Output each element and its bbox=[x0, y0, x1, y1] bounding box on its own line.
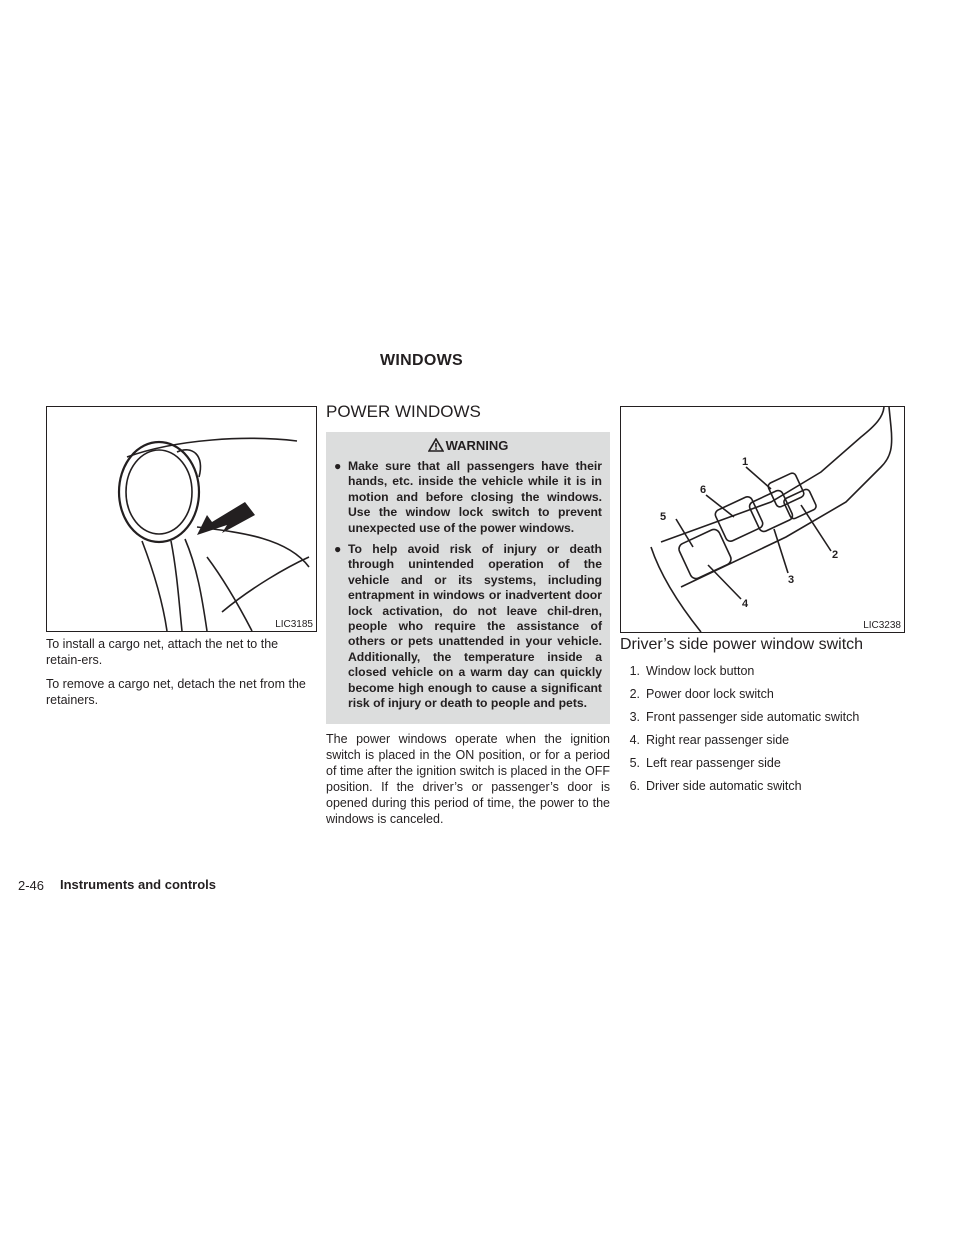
window-switch-illustration bbox=[621, 407, 904, 632]
callout-6: 6 bbox=[700, 484, 707, 496]
figure-label: LIC3238 bbox=[859, 619, 904, 632]
arrow-icon bbox=[197, 502, 255, 535]
list-item: 3. Front passenger side automatic switch bbox=[629, 710, 860, 724]
warning-box bbox=[326, 432, 610, 724]
middle-column bbox=[326, 402, 610, 835]
switch-parts-list bbox=[620, 663, 910, 794]
list-item: 1. Window lock button bbox=[629, 664, 755, 678]
paragraph: The power windows operate when the ignition switch is placed in the ON position, or for a period of time after the ignition switch is placed in the OFF position. If the driver’s or passenger’s door is opened during this period of time, the power to the windows is canceled. bbox=[326, 731, 610, 826]
warning-list bbox=[326, 459, 610, 724]
warning-text: To help avoid risk of injury or death through unintended operation of the vehicle and or its systems, including entrapment in windows or inadvertent door lock activation, do not leave chil-dren, people who require the assistance of others or pets unattended in your vehicle. Additionally, the temperature inside a closed vehicle on a warm day can quickly become high enough to cause a significant risk of injury or death to people and pets. bbox=[348, 542, 602, 711]
paragraph: To remove a cargo net, detach the net from the retainers. bbox=[46, 677, 306, 707]
right-text bbox=[620, 636, 910, 801]
section-title: WINDOWS bbox=[380, 352, 463, 369]
list-item: ● Make sure that all passengers have their hands, etc. inside the vehicle while it is in motion and before closing the windows. Use the window lock switch to prevent unexpected use of the power windows. bbox=[334, 459, 602, 535]
list-item: 4. Right rear passenger side bbox=[629, 733, 790, 747]
callout-3: 3 bbox=[788, 574, 795, 586]
list-item: 5. Left rear passenger side bbox=[629, 756, 781, 770]
cargo-net-figure bbox=[46, 406, 317, 632]
section-heading: POWER WINDOWS bbox=[326, 402, 481, 421]
callout-2: 2 bbox=[832, 549, 839, 561]
page-number: 2-46 bbox=[18, 878, 45, 893]
cargo-net-illustration bbox=[47, 407, 316, 631]
warning-header bbox=[326, 432, 610, 459]
left-text bbox=[46, 636, 315, 716]
callout-5: 5 bbox=[660, 511, 667, 523]
list-item: ● To help avoid risk of injury or death through unintended operation of the vehicle and or its systems, including entrapment in windows or inadvertent door lock activation, do not leave chil-dren, people who require the assistance of others or pets unattended in your vehicle. Additionally, the temperature inside a closed vehicle on a warm day can quickly become high enough to cause a significant risk of injury or death to people and pets. bbox=[334, 542, 602, 711]
list-item: 2. Power door lock switch bbox=[629, 687, 774, 701]
window-switch-figure bbox=[620, 406, 905, 633]
paragraph: To install a cargo net, attach the net to the retain-ers. bbox=[46, 637, 279, 667]
callout-1: 1 bbox=[742, 456, 749, 468]
callout-4: 4 bbox=[742, 598, 749, 610]
warning-icon bbox=[428, 438, 444, 455]
subsection-heading: Driver’s side power window switch bbox=[620, 636, 864, 653]
chapter-title: Instruments and controls bbox=[60, 877, 217, 892]
list-item: 6. Driver side automatic switch bbox=[629, 779, 802, 793]
figure-label: LIC3185 bbox=[271, 618, 316, 631]
warning-title: WARNING bbox=[445, 438, 509, 453]
warning-text: Make sure that all passengers have their hands, etc. inside the vehicle while it is in motion and before closing the windows. Use the window lock switch to prevent unexpected use of the power windows. bbox=[348, 459, 602, 535]
